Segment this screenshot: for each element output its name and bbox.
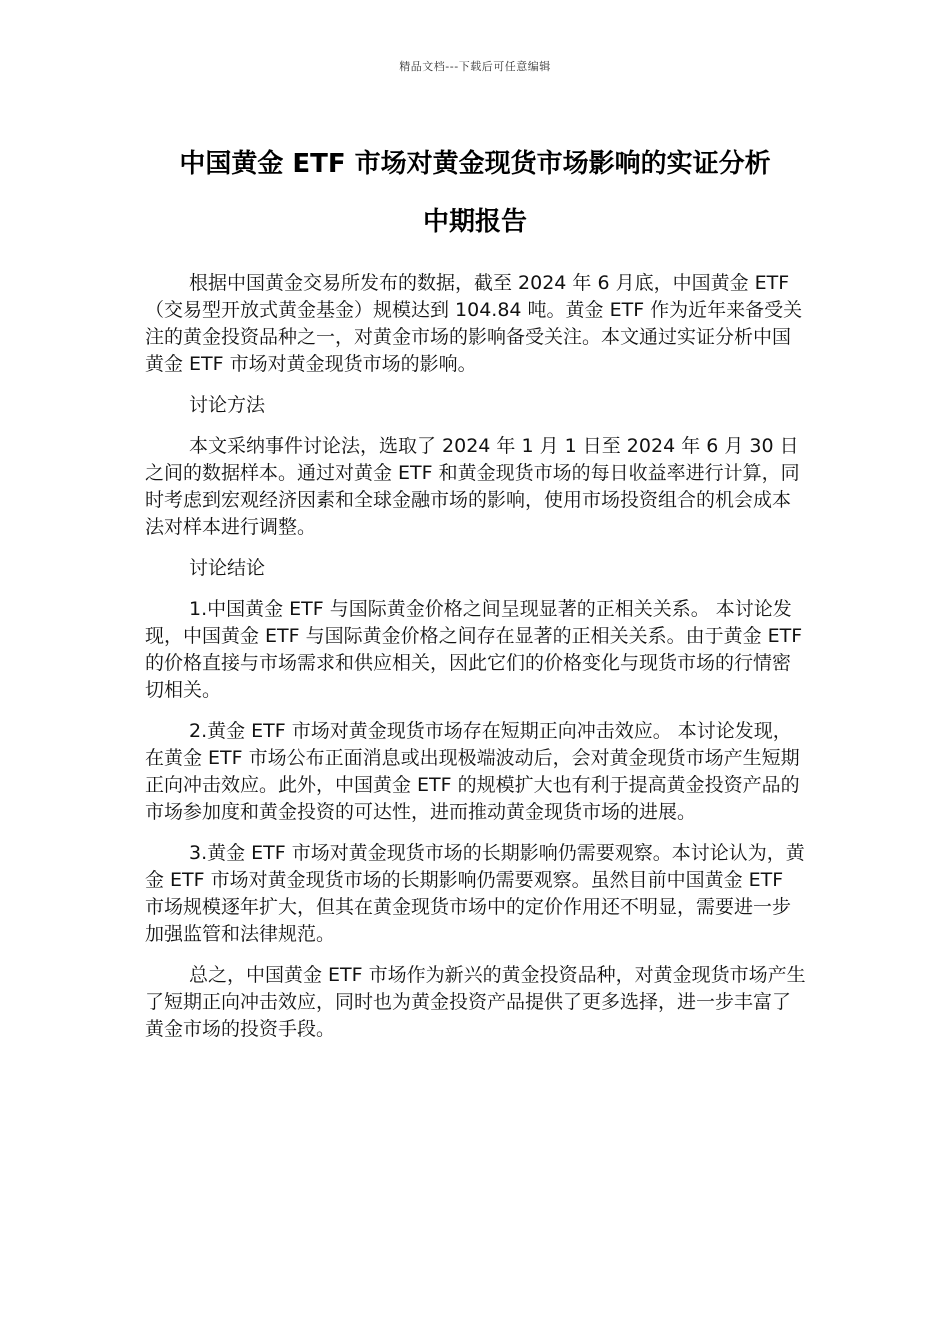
header-watermark: 精品文档---下载后可任意编辑 (399, 60, 551, 73)
finding-3-paragraph: 3.黄金 ETF 市场对黄金现货市场的长期影响仍需要观察。本讨论认为，黄金 ETF 市场对黄金现货市场的长期影响仍需要观察。虽然目前中国黄金 ETF 市场规模逐年扩大，但其在黄金现货市场中的定价作用还不明显，需要进一步加强监管和法律规范。 (145, 842, 805, 945)
method-paragraph: 本文采纳事件讨论法，选取了 2024 年 1 月 1 日至 2024 年 6 月 30 日之间的数据样本。通过对黄金 ETF 和黄金现货市场的每日收益率进行计算，同时考虑到宏观经济因素和全球金融市场的影响，使用市场投资组合的机会成本法对样本进行调整。 (145, 435, 800, 538)
method-heading: 讨论方法 (189, 394, 266, 416)
title-line-1: 中国黄金 ETF 市场对黄金现货市场影响的实证分析 (179, 149, 771, 179)
conclusion-heading: 讨论结论 (189, 557, 266, 579)
summary-paragraph: 总之，中国黄金 ETF 市场作为新兴的黄金投资品种，对黄金现货市场产生了短期正向冲击效应，同时也为黄金投资产品提供了更多选择，进一步丰富了黄金市场的投资手段。 (145, 964, 806, 1040)
finding-1-paragraph: 1.中国黄金 ETF 与国际黄金价格之间呈现显著的正相关关系。 本讨论发现，中国黄金 ETF 与国际黄金价格之间存在显著的正相关关系。由于黄金 ETF 的价格直接与市场需求和供应相关，因此它们的价格变化与现货市场的行情密切相关。 (145, 598, 803, 701)
finding-2-paragraph: 2.黄金 ETF 市场对黄金现货市场存在短期正向冲击效应。 本讨论发现，在黄金 ETF 市场公布正面消息或出现极端波动后，会对黄金现货市场产生短期正向冲击效应。此外，中国黄金 ETF 的规模扩大也有利于提高黄金投资产品的市场参加度和黄金投资的可达性，进而推动黄金现货市场的进展。 (145, 720, 800, 823)
document-title (110, 135, 840, 251)
document-body (145, 270, 807, 1057)
intro-paragraph: 根据中国黄金交易所发布的数据，截至 2024 年 6 月底，中国黄金 ETF（交易型开放式黄金基金）规模达到 104.84 吨。黄金 ETF 作为近年来备受关注的黄金投资品种之一，对黄金市场的影响备受关注。本文通过实证分析中国黄金 ETF 市场对黄金现货市场的影响。 (145, 272, 803, 375)
title-line-2: 中期报告 (422, 207, 527, 237)
